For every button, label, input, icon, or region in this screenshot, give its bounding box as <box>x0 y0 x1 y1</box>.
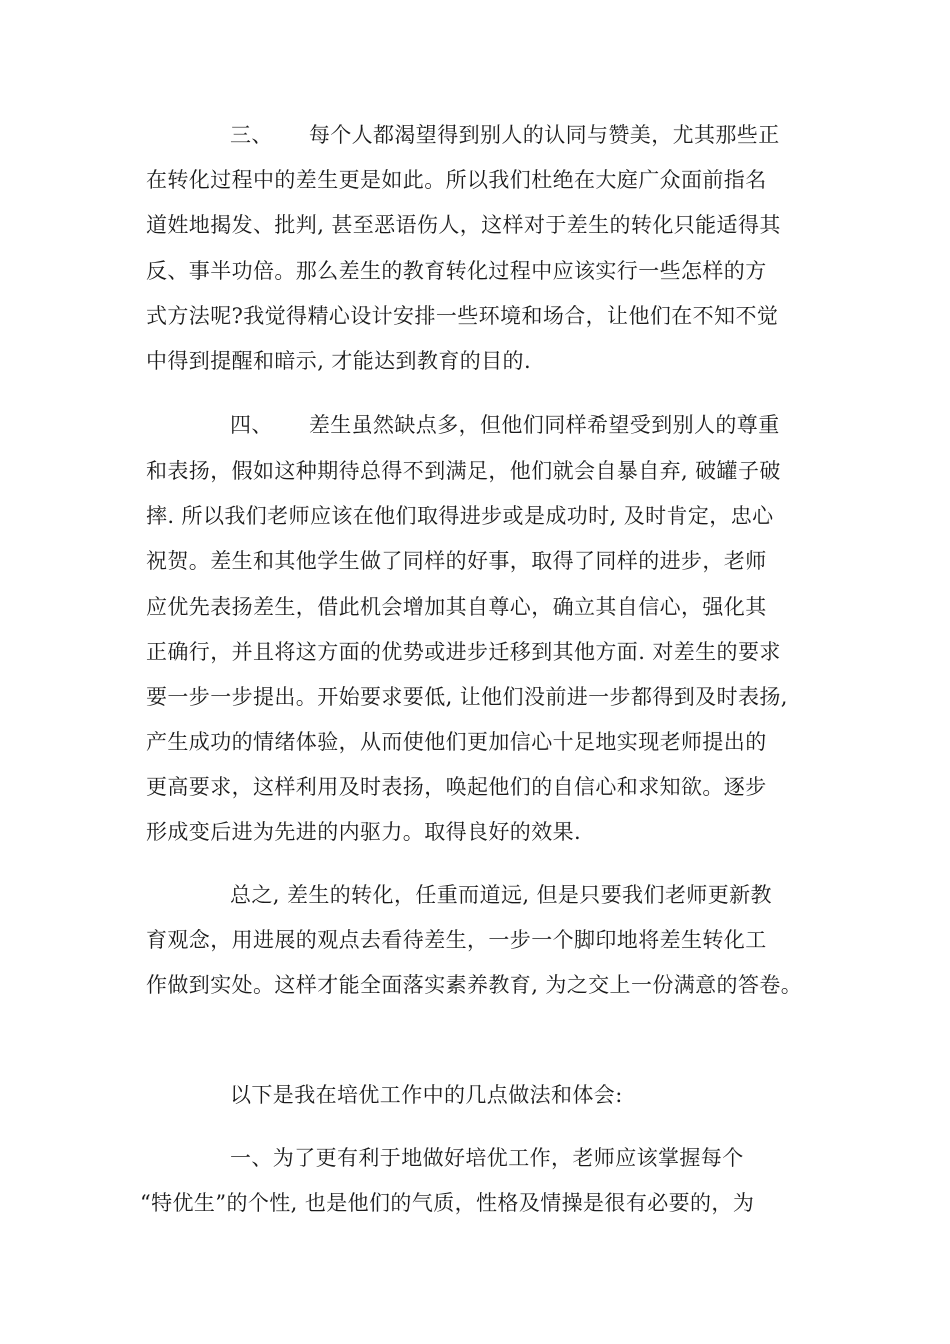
section-four-line-1: 差生虽然缺点多，但他们同样希望受到别人的尊重 <box>308 413 780 437</box>
summary-line-2: 育观念，用进展的观点去看待差生，一步一个脚印地将差生转化工 <box>146 928 767 952</box>
section-three-line-1: 每个人都渴望得到别人的认同与赞美，尤其那些正 <box>308 123 780 147</box>
section-four-line-4: 祝贺。差生和其他学生做了同样的好事，取得了同样的进步，老师 <box>146 549 767 573</box>
paragraph-one-line-2: “特优生”的个性, 也是他们的气质，性格及情操是很有必要的，为 <box>140 1191 755 1215</box>
section-three-line-4: 反、事半功倍。那么差生的教育转化过程中应该实行一些怎样的方 <box>146 259 767 283</box>
section-four-marker: 四、 <box>230 413 273 437</box>
section-four-line-10: 形成变后进为先进的内驱力。取得良好的效果. <box>146 820 582 844</box>
section-three-line-6: 中得到提醒和暗示, 才能达到教育的目的. <box>146 349 532 373</box>
section-four-first-line <box>230 410 780 440</box>
section-four-line-6: 正确行，并且将这方面的优势或进步迁移到其他方面. 对差生的要求 <box>146 640 781 664</box>
section-four-line-8: 产生成功的情绪体验，从而使他们更加信心十足地实现老师提出的 <box>146 730 767 754</box>
section-three-first-line <box>230 120 780 150</box>
section-four-line-9: 更高要求，这样利用及时表扬，唤起他们的自信心和求知欲。逐步 <box>146 775 767 799</box>
section-three-line-3: 道姓地揭发、批判, 甚至恶语伤人，这样对于差生的转化只能适得其 <box>146 213 781 237</box>
section-four-line-2: 和表扬，假如这种期待总得不到满足，他们就会自暴自弃, 破罐子破 <box>146 459 781 483</box>
section-four-line-3: 摔. 所以我们老师应该在他们取得进步或是成功时, 及时肯定，忠心 <box>146 504 774 528</box>
summary-line-3: 作做到实处。这样才能全面落实素养教育, 为之交上一份满意的答卷。 <box>146 973 803 997</box>
intro-line: 以下是我在培优工作中的几点做法和体会: <box>230 1083 623 1107</box>
summary-line-1: 总之, 差生的转化，任重而道远, 但是只要我们老师更新教 <box>230 883 772 907</box>
section-four-line-5: 应优先表扬差生，借此机会增加其自尊心，确立其自信心，强化其 <box>146 595 767 619</box>
paragraph-one-line-1: 一、为了更有利于地做好培优工作，老师应该掌握每个 <box>230 1146 744 1170</box>
section-four-line-7: 要一步一步提出。开始要求要低, 让他们没前进一步都得到及时表扬, <box>146 685 788 709</box>
section-three-marker: 三、 <box>230 123 273 147</box>
section-three-line-2: 在转化过程中的差生更是如此。所以我们杜绝在大庭广众面前指名 <box>146 168 767 192</box>
section-three-line-5: 式方法呢?我觉得精心设计安排一些环境和场合，让他们在不知不觉 <box>146 304 779 328</box>
